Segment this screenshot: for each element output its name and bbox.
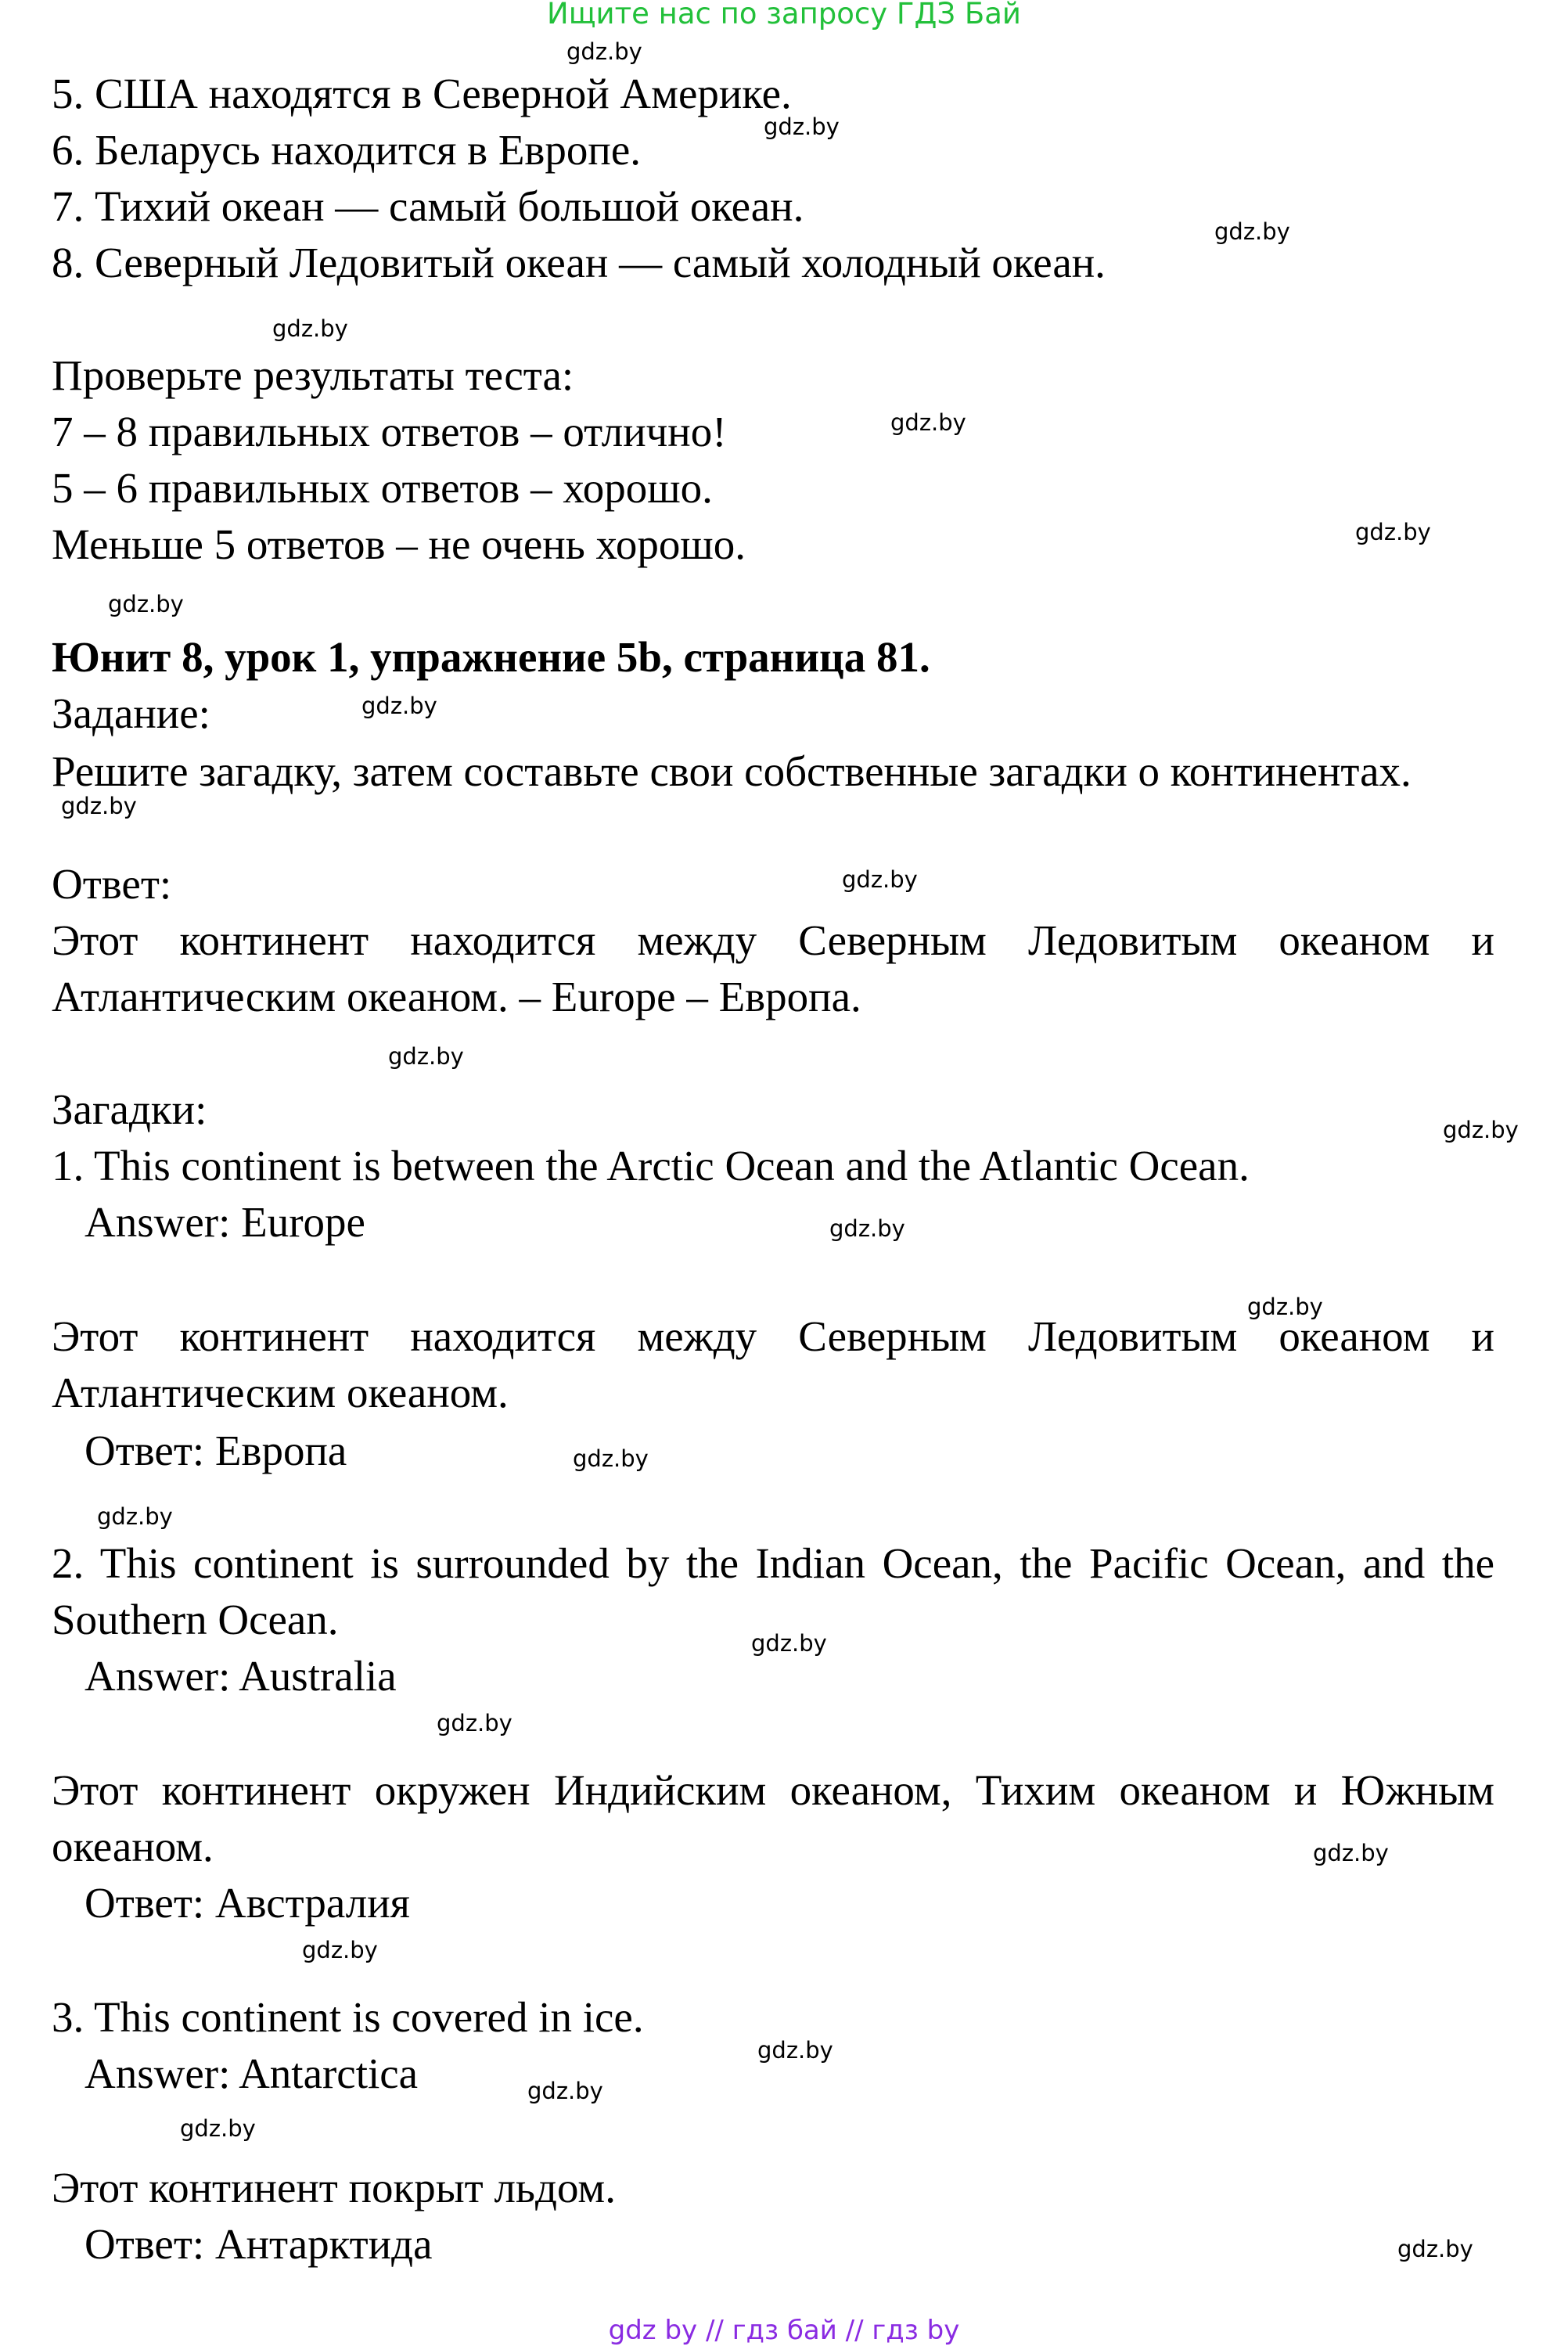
riddle-1-ru-line-1: Этот континент находится между Северным Ледовитым океаном и (52, 1312, 1494, 1360)
result-7-8: 7 – 8 правильных ответов – отлично! (52, 408, 727, 455)
watermark: gdz.by (1355, 519, 1431, 545)
watermark: gdz.by (890, 409, 966, 436)
riddle-2-ru-line-1: Этот континент окружен Индийским океаном, Тихим океаном и Южным (52, 1766, 1494, 1814)
watermark: gdz.by (97, 1503, 173, 1530)
watermark: gdz.by (1443, 1117, 1519, 1143)
riddle-1-en-answer: Answer: Europe (85, 1198, 365, 1246)
watermark: gdz.by (361, 693, 437, 719)
test-item-6: 6. Беларусь находится в Европе. (52, 126, 642, 174)
answer-line-1: Этот континент находится между Северным Ледовитым океаном и (52, 916, 1494, 964)
riddle-3-ru: Этот континент покрыт льдом. (52, 2164, 616, 2211)
watermark: gdz.by (388, 1043, 464, 1070)
riddle-1-ru-line-2: Атлантическим океаном. (52, 1369, 509, 1416)
watermark: gdz.by (437, 1710, 512, 1736)
watermark: gdz.by (180, 2115, 256, 2142)
watermark: gdz.by (757, 2037, 833, 2064)
watermark: gdz.by (566, 38, 642, 65)
footer-banner[interactable]: gdz by // гдз бай // гдз by (608, 2315, 960, 2346)
riddle-2-ru-answer: Ответ: Австралия (85, 1879, 410, 1927)
watermark: gdz.by (108, 591, 184, 617)
watermark: gdz.by (829, 1215, 905, 1242)
riddle-2-ru-line-2: океаном. (52, 1823, 214, 1870)
result-less-5: Меньше 5 ответов – не очень хорошо. (52, 520, 746, 568)
watermark: gdz.by (1247, 1294, 1323, 1320)
watermark: gdz.by (1214, 218, 1290, 245)
test-item-7: 7. Тихий океан — самый большой океан. (52, 182, 804, 230)
riddles-label: Загадки: (52, 1085, 207, 1133)
exercise-heading: Юнит 8, урок 1, упражнение 5b, страница 81. (52, 633, 930, 681)
task-text: Решите загадку, затем составьте свои собственные загадки о континентах. (52, 747, 1412, 795)
result-5-6: 5 – 6 правильных ответов – хорошо. (52, 464, 713, 512)
riddle-3-en-answer: Answer: Antarctica (85, 2050, 419, 2097)
riddle-3-ru-answer: Ответ: Антарктида (85, 2220, 433, 2268)
watermark: gdz.by (1313, 1840, 1389, 1866)
watermark: gdz.by (272, 315, 348, 342)
riddle-1-en: 1. This continent is between the Arctic Ocean and the Atlantic Ocean. (52, 1142, 1250, 1189)
watermark: gdz.by (61, 793, 137, 819)
answer-line-2: Атлантическим океаном. – Europe – Европа. (52, 973, 861, 1020)
task-label: Задание: (52, 689, 210, 737)
test-item-5: 5. США находятся в Северной Америке. (52, 70, 792, 117)
answer-label: Ответ: (52, 860, 172, 908)
watermark: gdz.by (1397, 2236, 1473, 2262)
watermark: gdz.by (527, 2078, 603, 2104)
watermark: gdz.by (751, 1630, 827, 1657)
watermark: gdz.by (573, 1445, 649, 1472)
watermark: gdz.by (764, 113, 840, 140)
test-item-8: 8. Северный Ледовитый океан — самый холодный океан. (52, 239, 1106, 286)
riddle-2-en-line-1: 2. This continent is surrounded by the Indian Ocean, the Pacific Ocean, and the (52, 1539, 1494, 1587)
riddle-2-en-line-2: Southern Ocean. (52, 1596, 339, 1643)
riddle-2-en-answer: Answer: Australia (85, 1652, 397, 1700)
riddle-3-en: 3. This continent is covered in ice. (52, 1993, 644, 2041)
watermark: gdz.by (842, 866, 918, 893)
check-results-title: Проверьте результаты теста: (52, 351, 574, 399)
top-search-banner[interactable]: Ищите нас по запросу ГДЗ Бай (547, 0, 1021, 31)
watermark: gdz.by (302, 1937, 378, 1963)
riddle-1-ru-answer: Ответ: Европа (85, 1427, 347, 1474)
